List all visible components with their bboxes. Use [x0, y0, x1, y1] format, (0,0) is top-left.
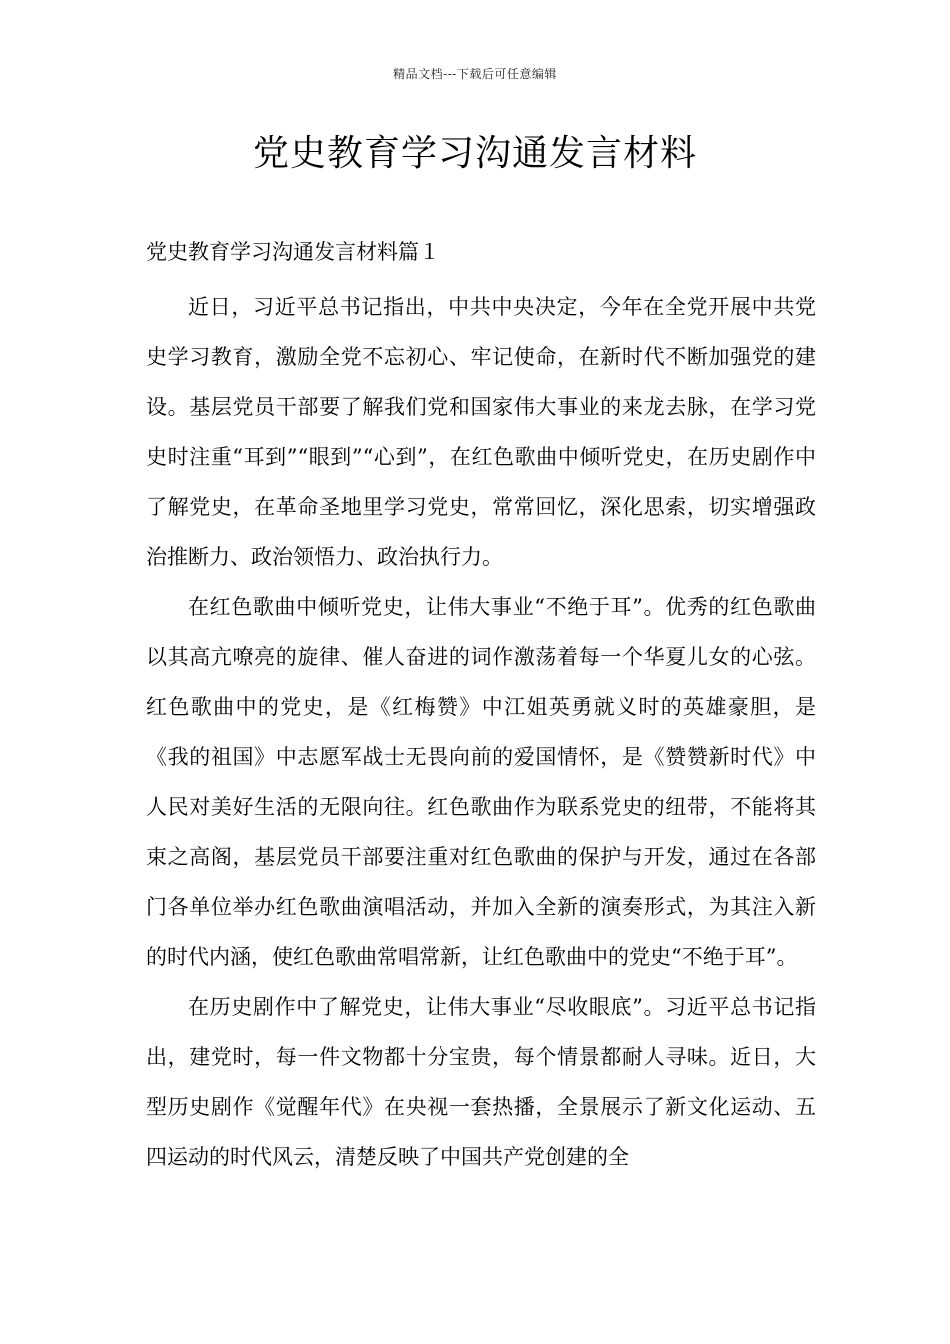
section-heading: 党史教育学习沟通发言材料篇１ — [146, 240, 440, 264]
paragraph: 近日，习近平总书记指出，中共中央决定，今年在全党开展中共党史学习教育，激励全党不忘初心、牢记使命，在新时代不断加强党的建设。基层党员干部要了解我们党和国家伟大事业的来龙去脉，在学习党史时注重“耳到”“眼到”“心到”，在红色歌曲中倾听党史，在历史剧作中了解党史，在革命圣地里学习党史，常常回忆，深化思索，切实增强政治推断力、政治领悟力、政治执行力。 — [146, 295, 816, 569]
document-title: 党史教育学习沟通发言材料 — [252, 133, 697, 174]
header-note: 精品文档---下载后可任意编辑 — [393, 67, 557, 81]
paragraph: 在历史剧作中了解党史，让伟大事业“尽收眼底”。习近平总书记指出，建党时，每一件文物都十分宝贵，每个情景都耐人寻味。近日，大型历史剧作《觉醒年代》在央视一套热播，全景展示了新文化运动、五四运动的时代风云，清楚反映了中国共产党创建的全 — [146, 995, 816, 1169]
paragraph: 在红色歌曲中倾听党史，让伟大事业“不绝于耳”。优秀的红色歌曲以其高亢嘹亮的旋律、催人奋进的词作激荡着每一个华夏儿女的心弦。红色歌曲中的党史，是《红梅赞》中江姐英勇就义时的英雄豪胆，是《我的祖国》中志愿军战士无畏向前的爱国情怀，是《赞赞新时代》中人民对美好生活的无限向往。红色歌曲作为联系党史的纽带，不能将其束之高阁，基层党员干部要注重对红色歌曲的保护与开发，通过在各部门各单位举办红色歌曲演唱活动，并加入全新的演奏形式，为其注入新的时代内涵，使红色歌曲常唱常新，让红色歌曲中的党史“不绝于耳”。 — [146, 595, 816, 969]
document-body — [146, 282, 816, 1182]
